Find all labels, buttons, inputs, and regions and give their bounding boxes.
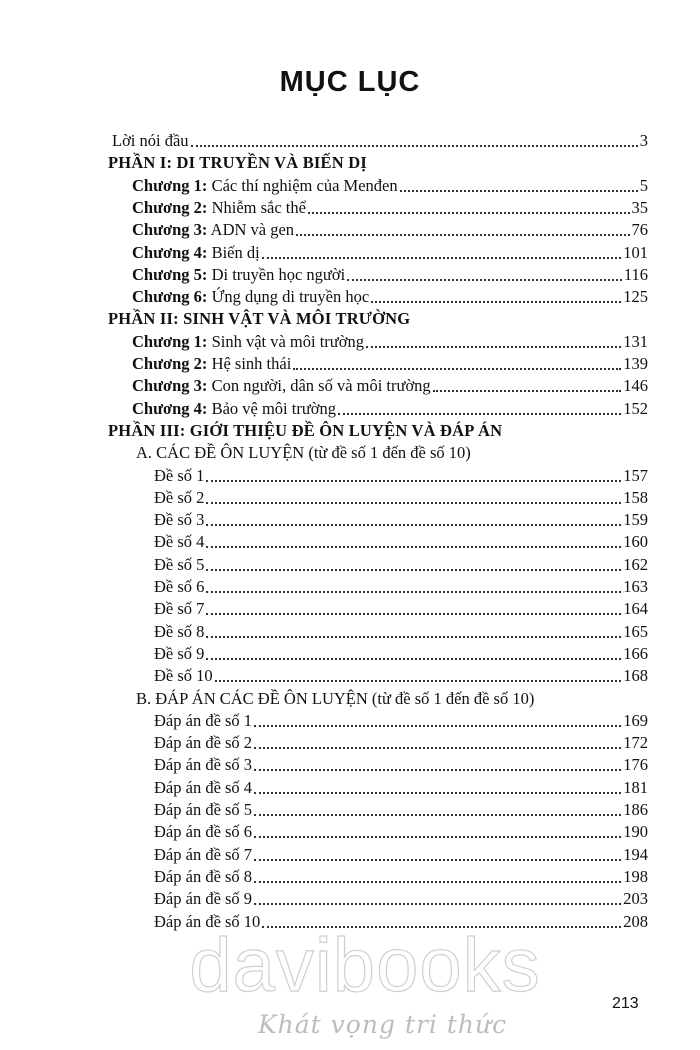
toc-entry (154, 596, 648, 618)
dot-leader (308, 202, 630, 214)
toc-entry-title (154, 823, 252, 841)
toc-entry-label: Đáp án đề số 3 (154, 755, 253, 775)
toc-page-number: 76 (631, 220, 648, 240)
toc-entry-label: Đề số 1 (154, 465, 205, 485)
toc-entry-label: A. CÁC ĐỀ ÔN LUYỆN (từ đề số 1 đến đề số 10) (136, 443, 471, 463)
toc-entry (132, 262, 648, 284)
toc-entry (108, 418, 648, 440)
dot-leader (262, 247, 622, 259)
toc-page-number: 208 (623, 911, 648, 931)
toc-entry-label: Đề số 9 (154, 643, 205, 663)
dot-leader (254, 849, 621, 861)
toc-entry-title (154, 511, 204, 529)
toc-entry-title (108, 310, 410, 328)
toc-entry-label: Đáp án đề số 10 (154, 911, 261, 931)
toc-entry-label: Con người, dân số và môi trường (207, 376, 431, 396)
toc-entry (132, 284, 648, 306)
toc-entry-label: B. ĐÁP ÁN CÁC ĐỀ ÔN LUYỆN (từ đề số 1 đến đề số 10) (136, 688, 535, 708)
toc-entry (154, 485, 648, 507)
chapter-prefix: Chương 4: (132, 242, 208, 262)
toc-entry-title (132, 177, 398, 195)
chapter-prefix: Chương 6: (132, 287, 208, 307)
toc-entry-label: PHẦN II: SINH VẬT VÀ MÔI TRƯỜNG (108, 309, 411, 329)
toc-page-number: 181 (623, 777, 648, 797)
chapter-prefix: Chương 1: (132, 175, 208, 195)
toc-page-number: 158 (623, 487, 648, 507)
toc-page-number: 166 (623, 643, 648, 663)
toc-entry-title (154, 779, 252, 797)
toc-page-number: 125 (623, 287, 648, 307)
toc-entry-label: Di truyền học người (207, 264, 346, 284)
toc-entry-label: PHẦN III: GIỚI THIỆU ĐỀ ÔN LUYỆN VÀ ĐÁP ÁN (108, 420, 503, 440)
toc-entry-label: ADN và gen (207, 220, 295, 240)
dot-leader (206, 626, 621, 638)
toc-entry-label: Đề số 10 (154, 666, 213, 686)
toc-entry-title (154, 801, 252, 819)
toc-entry-title (154, 623, 204, 641)
toc-entry-title (132, 266, 345, 284)
toc-entry-label: Đáp án đề số 8 (154, 866, 253, 886)
page-number: 213 (612, 995, 639, 1012)
dot-leader (433, 380, 622, 392)
toc-page-number: 5 (639, 175, 648, 195)
toc-entry-title (112, 132, 189, 150)
chapter-prefix: Chương 2: (132, 354, 208, 373)
toc-page-number: 35 (631, 197, 648, 217)
toc-page-number: 194 (623, 844, 648, 864)
chapter-prefix: Chương 4: (132, 398, 208, 418)
toc-entry-title (132, 244, 260, 262)
toc-entry-label: Đáp án đề số 5 (154, 800, 253, 819)
dot-leader (254, 893, 621, 905)
dot-leader (347, 269, 622, 281)
toc-entry-title (154, 556, 204, 574)
toc-entry-title (108, 422, 502, 440)
dot-leader (206, 559, 621, 571)
toc-entry-title (154, 600, 204, 618)
toc-page-number: 160 (623, 532, 648, 552)
toc-entry (154, 574, 648, 596)
toc-entry-label: PHẦN I: DI TRUYỀN VÀ BIẾN DỊ (108, 153, 367, 173)
toc-entry (154, 842, 648, 864)
toc-entry (154, 619, 648, 641)
toc-entry (154, 730, 648, 752)
toc-entry-label: Đáp án đề số 2 (154, 733, 253, 753)
dot-leader (254, 737, 621, 749)
dot-leader (206, 648, 621, 660)
toc-page-number: 172 (623, 733, 648, 753)
dot-leader (293, 358, 621, 370)
dot-leader (254, 715, 621, 727)
toc-page-number: 101 (623, 242, 648, 262)
toc-entry-label: Biến dị (207, 242, 260, 262)
toc-page-number: 139 (623, 354, 648, 373)
toc-entry-title (154, 756, 252, 774)
toc-entry-label: Nhiễm sắc thể (207, 197, 306, 217)
toc-entry (136, 440, 648, 462)
toc-entry-title (154, 846, 252, 864)
toc-entry-title (154, 890, 252, 908)
toc-entry (154, 463, 648, 485)
toc-entry-title (154, 467, 204, 485)
toc-entry-label: Đáp án đề số 4 (154, 777, 253, 797)
chapter-prefix: Chương 1: (132, 331, 208, 351)
toc-page-number: 152 (623, 398, 648, 418)
dot-leader (338, 403, 621, 415)
toc-entry (154, 529, 648, 551)
toc-entry-title (132, 400, 336, 418)
chapter-prefix: Chương 5: (132, 264, 208, 284)
toc-entry-label: Đáp án đề số 1 (154, 710, 253, 730)
dot-leader (191, 135, 638, 147)
toc-entry-label: Đề số 6 (154, 577, 205, 596)
dot-leader (254, 826, 621, 838)
toc-page-number: 198 (623, 866, 648, 886)
toc-entry (132, 329, 648, 351)
toc-entry-title (154, 868, 252, 886)
toc-entry (108, 150, 648, 172)
toc-entry-label: Ứng dụng di truyền học (207, 287, 370, 307)
dot-leader (254, 782, 621, 794)
dot-leader (371, 291, 621, 303)
toc-entry (154, 775, 648, 797)
toc-entry (112, 128, 648, 150)
toc-entry-title (154, 578, 204, 596)
dot-leader (254, 804, 621, 816)
dot-leader (206, 603, 621, 615)
dot-leader (206, 536, 621, 548)
dot-leader (206, 514, 621, 526)
page-title: MỤC LỤC (279, 66, 421, 98)
dot-leader (254, 759, 621, 771)
toc-page-number: 131 (623, 331, 648, 351)
toc-entry (154, 552, 648, 574)
toc-entry-title (136, 444, 471, 462)
toc-entry-title (132, 288, 369, 306)
toc-entry-title (154, 645, 204, 663)
toc-entry-label: Đề số 5 (154, 554, 205, 574)
toc-entry-title (154, 489, 204, 507)
toc-entry-label: Đáp án đề số 6 (154, 822, 253, 842)
toc-entry-label: Các thí nghiệm của Menđen (207, 175, 398, 195)
watermark-logo: davibooks (189, 923, 541, 1008)
toc-entry (132, 195, 648, 217)
toc-page-number: 159 (623, 510, 648, 530)
toc-entry-label: Đề số 8 (154, 621, 205, 641)
toc-entry (154, 663, 648, 685)
dot-leader (206, 492, 621, 504)
toc-entry (154, 708, 648, 730)
chapter-prefix: Chương 2: (132, 197, 208, 217)
dot-leader (215, 670, 622, 682)
toc-page-number: 186 (623, 800, 648, 819)
toc-entry-title (154, 533, 204, 551)
toc-entry-label: Đề số 7 (154, 599, 205, 619)
toc-entry (154, 797, 648, 819)
toc-entry-title (132, 377, 431, 395)
toc-entry (136, 686, 648, 708)
toc-entry (154, 507, 648, 529)
toc-page-number: 165 (623, 621, 648, 641)
dot-leader (206, 470, 621, 482)
toc-entry-label: Hệ sinh thái (207, 354, 292, 373)
toc-entry (154, 641, 648, 663)
toc-page-number: 164 (623, 599, 648, 619)
toc-page-number: 116 (623, 264, 648, 284)
watermark-tagline: Khát vọng tri thức (258, 1010, 508, 1039)
toc-entry-title (154, 667, 213, 685)
toc-entry-label: Đáp án đề số 7 (154, 844, 253, 864)
toc-entry (132, 351, 648, 373)
toc-entry-label: Đề số 4 (154, 532, 205, 552)
toc-entry (132, 373, 648, 395)
toc-page-number: 163 (623, 577, 648, 596)
toc-entry (132, 173, 648, 195)
toc-entry-label: Đề số 3 (154, 510, 205, 530)
toc-entry-label: Đáp án đề số 9 (154, 889, 253, 909)
toc-entry-title (136, 690, 534, 708)
toc-entry (154, 886, 648, 908)
toc-entry-title (154, 734, 252, 752)
dot-leader (206, 581, 621, 593)
toc-page-number: 203 (623, 889, 648, 909)
toc-entry-title (108, 154, 367, 172)
toc-page-number: 146 (623, 376, 648, 396)
toc-entry-label: Sinh vật và môi trường (207, 331, 364, 351)
toc-entry-title (154, 712, 252, 730)
toc-entry (132, 396, 648, 418)
toc-page-number: 176 (623, 755, 648, 775)
toc-entry-title (132, 333, 364, 351)
toc-page-number: 168 (623, 666, 648, 686)
toc-entry-title (132, 221, 294, 239)
toc-entry-title (132, 199, 306, 217)
toc-page-number: 190 (623, 822, 648, 842)
dot-leader (254, 871, 621, 883)
toc-entry (154, 752, 648, 774)
toc-entry (154, 864, 648, 886)
dot-leader (400, 180, 638, 192)
toc-entry-title (132, 355, 291, 373)
toc-page-number: 162 (623, 554, 648, 574)
toc-entry (132, 217, 648, 239)
toc-page-number: 3 (639, 131, 648, 150)
dot-leader (366, 336, 621, 348)
toc-entry (154, 819, 648, 841)
toc-entry (108, 306, 648, 328)
chapter-prefix: Chương 3: (132, 376, 208, 396)
dot-leader (296, 224, 629, 236)
toc-page-number: 169 (623, 710, 648, 730)
toc-page-number: 157 (623, 465, 648, 485)
chapter-prefix: Chương 3: (132, 220, 208, 240)
toc-entry-label: Bảo vệ môi trường (207, 398, 337, 418)
toc-entry-label: Đề số 2 (154, 487, 205, 507)
toc-entry (132, 240, 648, 262)
toc-entry-label: Lời nói đầu (112, 131, 189, 150)
